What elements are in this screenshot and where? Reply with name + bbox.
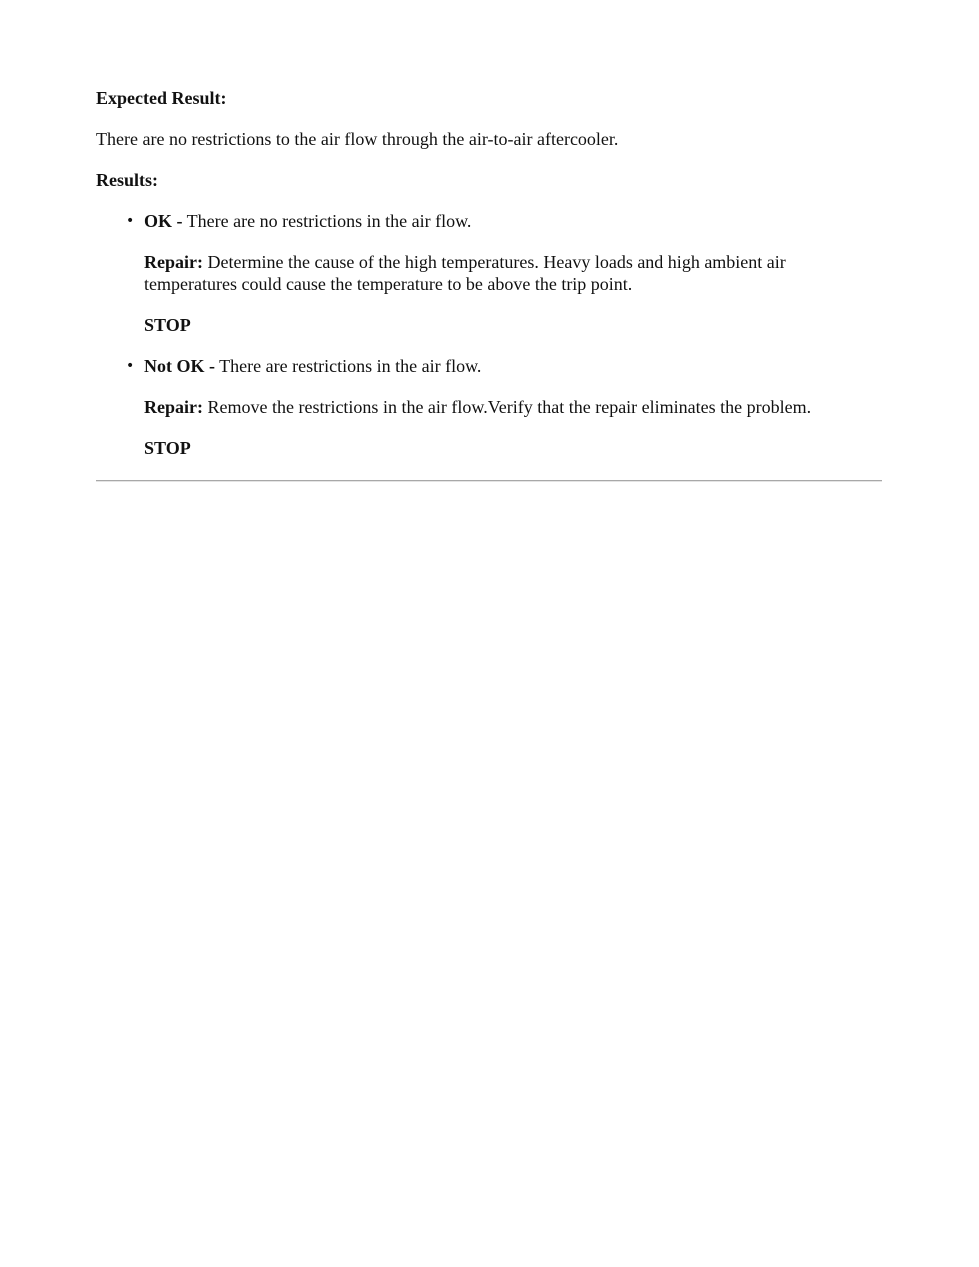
result-ok-line <box>144 210 882 232</box>
expected-result-text: There are no restrictions to the air flow through the air-to-air aftercooler. <box>96 129 619 149</box>
repair-label: Repair: <box>144 252 203 272</box>
result-ok <box>96 210 882 336</box>
result-not-ok-repair <box>144 396 864 418</box>
results-list <box>96 210 882 459</box>
repair-text: Remove the restrictions in the air flow.Verify that the repair eliminates the problem. <box>202 397 812 417</box>
result-not-ok-stop: STOP <box>144 438 191 458</box>
result-not-ok-line <box>144 355 882 377</box>
repair-text: Determine the cause of the high temperatures. Heavy loads and high ambient air temperatures could cause the temperature to be above the trip point. <box>144 252 786 294</box>
results-heading: Results: <box>96 170 158 190</box>
result-ok-stop: STOP <box>144 315 191 335</box>
bullet-icon: • <box>126 213 135 229</box>
bullet-icon: • <box>126 358 135 374</box>
expected-result-heading: Expected Result: <box>96 88 227 108</box>
result-not-ok-text: There are restrictions in the air flow. <box>215 356 482 376</box>
document-content <box>96 87 882 459</box>
result-ok-text: There are no restrictions in the air flow. <box>182 211 472 231</box>
result-ok-label: OK - <box>144 211 183 231</box>
repair-label: Repair: <box>144 397 203 417</box>
horizontal-divider <box>96 480 882 482</box>
result-not-ok <box>96 355 882 459</box>
result-ok-repair <box>144 251 864 295</box>
result-not-ok-label: Not OK - <box>144 356 215 376</box>
